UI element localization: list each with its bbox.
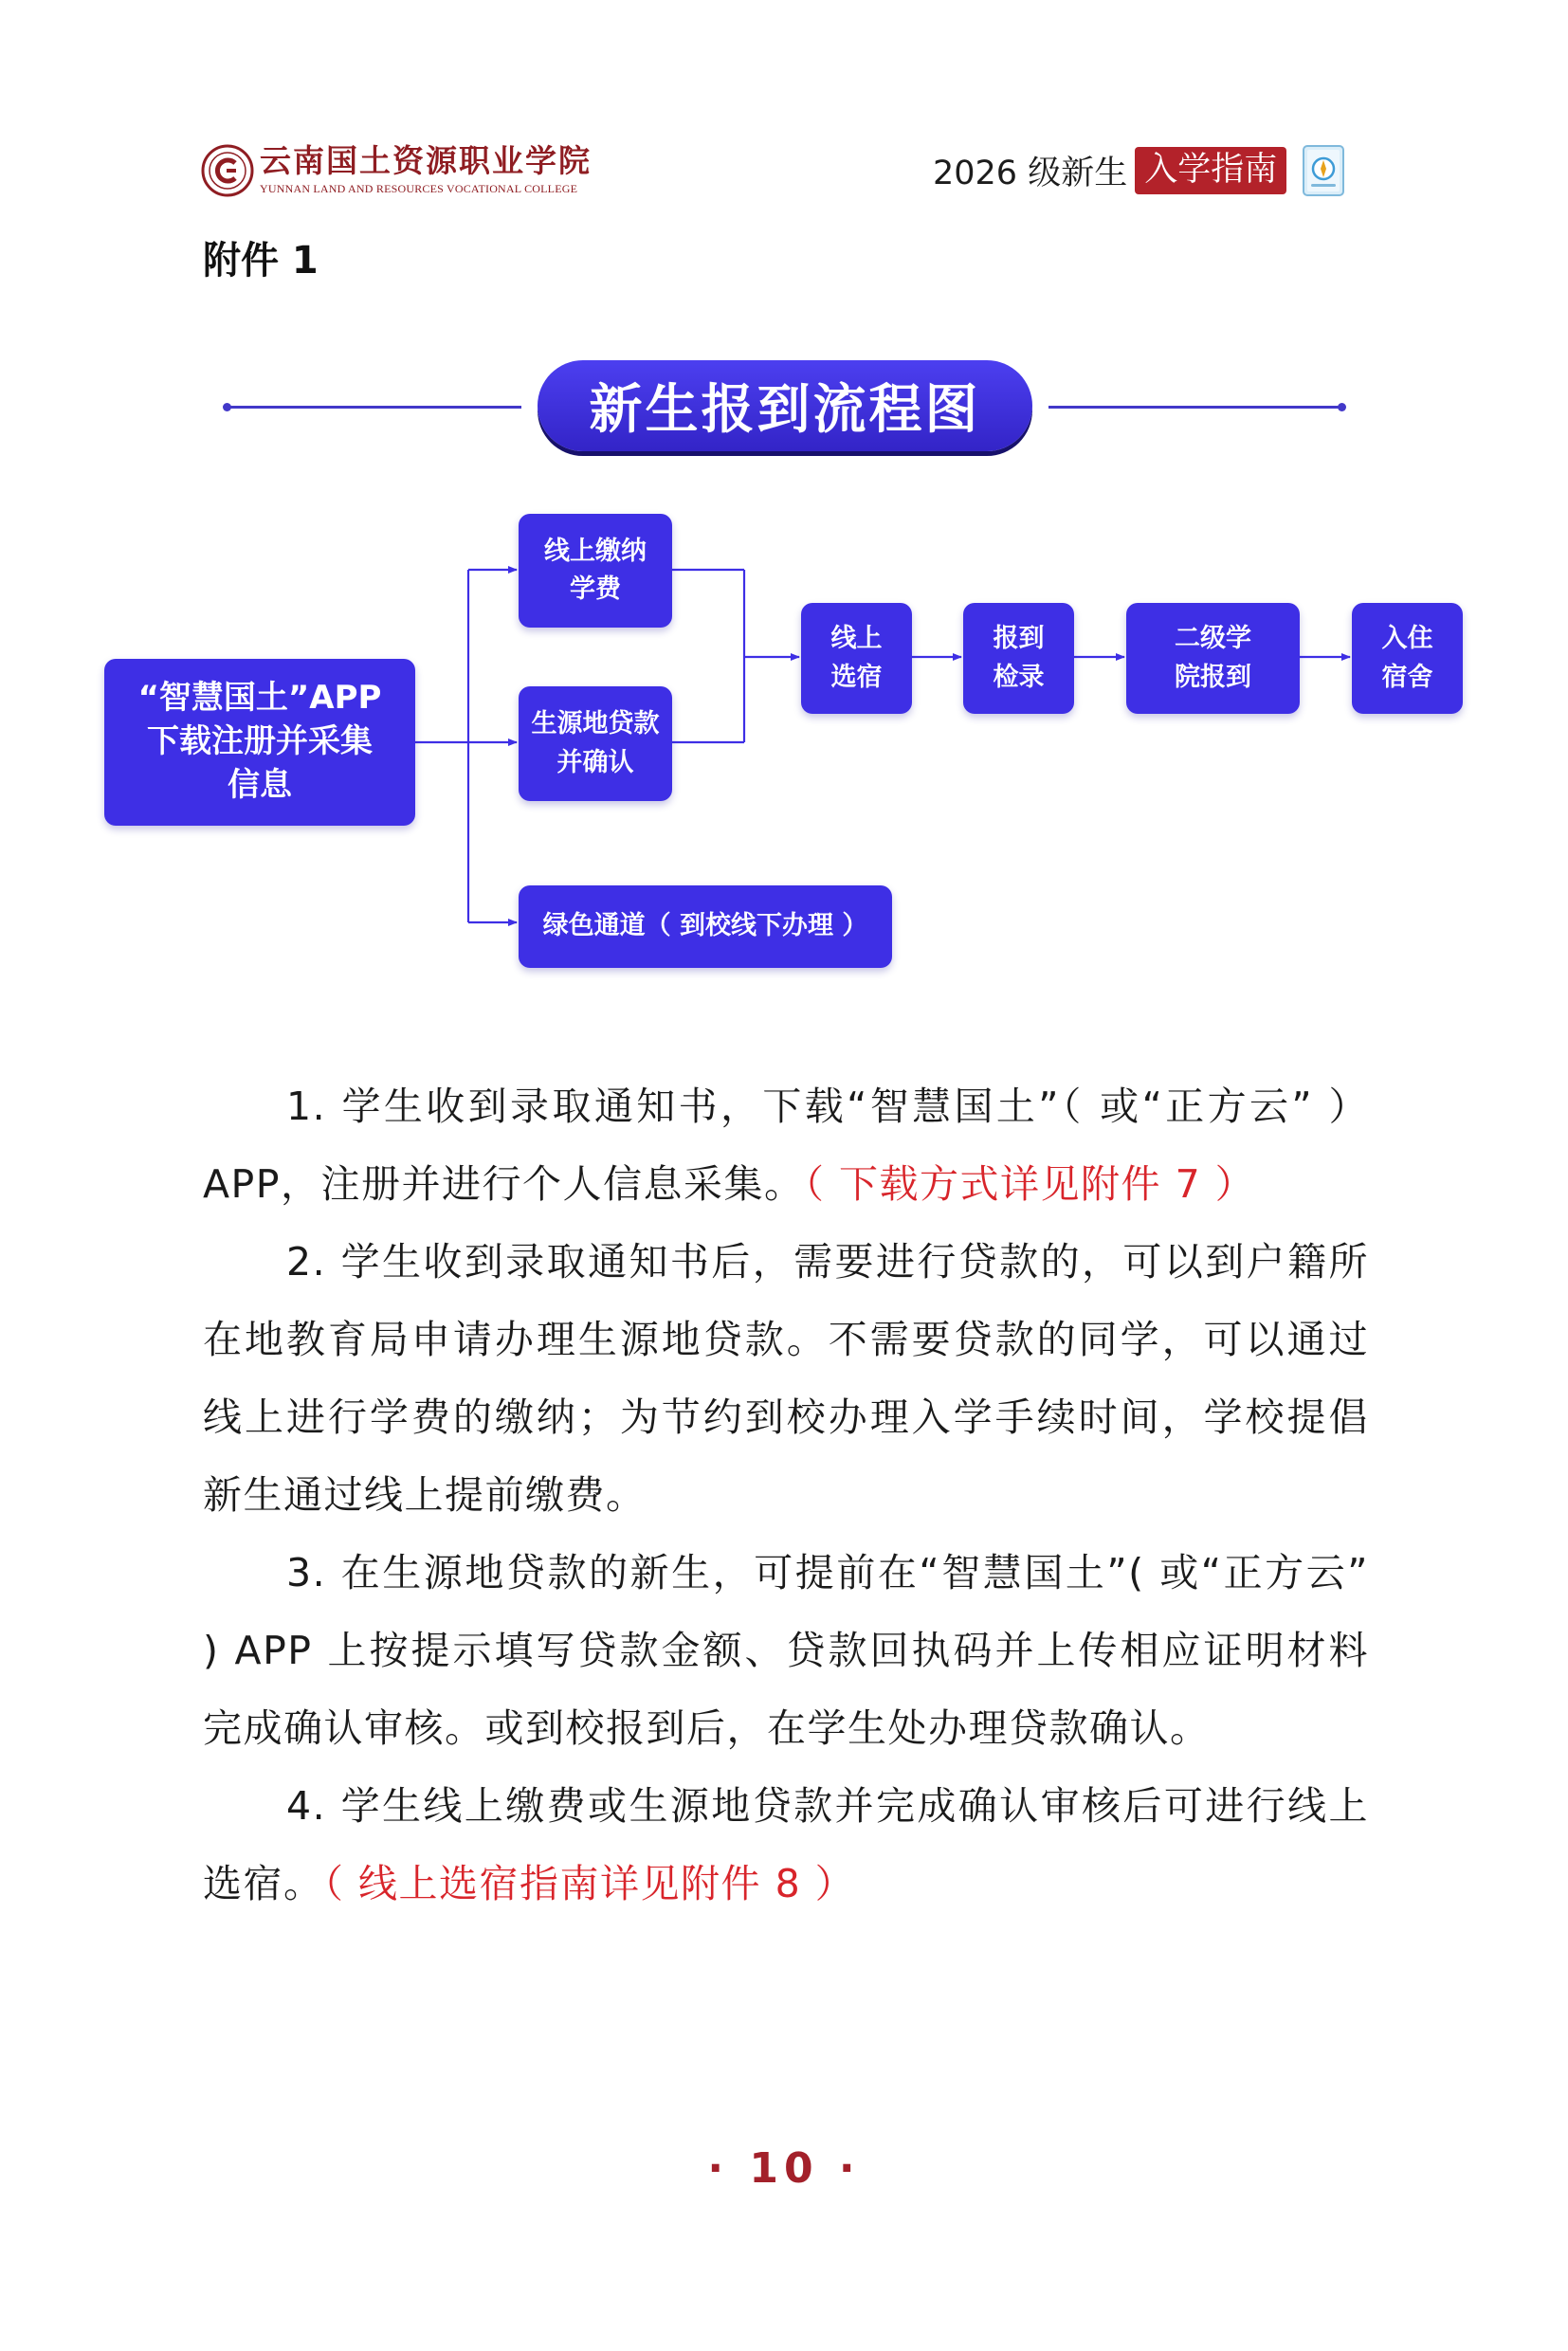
flow-step-check-in	[963, 603, 1074, 714]
guide-year: 2026 级新生	[933, 155, 1128, 192]
appendix-label: 附件 1	[203, 239, 319, 282]
flow-step-student-loan	[519, 686, 672, 801]
flowchart-title: 新生报到流程图	[538, 360, 1032, 451]
flow-step-online-payment	[519, 514, 672, 628]
school-name-en: YUNNAN LAND AND RESOURCES VOCATIONAL COLLEGE	[260, 182, 578, 195]
flow-step-green-channel-label: 绿色通道（ 到校线下办理 ）	[542, 911, 868, 941]
paragraph-4	[203, 1767, 1369, 1923]
page-number: · 10 ·	[707, 2144, 861, 2193]
flow-step-college-report-label: 二级学 院报到	[1175, 624, 1251, 692]
paragraph-2-text: 2. 学生收到录取通知书后，需要进行贷款的，可以到户籍所在地教育局申请办理生源地贷款。不需要贷款的同学，可以通过线上进行学费的缴纳；为节约到校办理入学手续时间，学校提倡新生通过线上提前缴费。	[203, 1239, 1369, 1518]
flow-step-move-in	[1352, 603, 1463, 714]
school-name-cn: 云南国土资源职业学院	[260, 142, 592, 179]
guide-badge: 入学指南	[1135, 147, 1286, 194]
flow-step-app-register	[104, 659, 415, 826]
paragraph-3-text: 3. 在生源地贷款的新生，可提前在“智慧国土”( 或“正方云” ) APP 上按提示填写贷款金额、贷款回执码并上传相应证明材料完成确认审核。或到校报到后，在学生处办理贷款确认。	[203, 1550, 1369, 1751]
flow-step-green-channel	[519, 885, 892, 968]
paragraph-2	[203, 1223, 1369, 1534]
flow-step-move-in-label: 入住 宿舍	[1381, 624, 1433, 692]
paragraph-4-text: 4. 学生线上缴费或生源地贷款并完成确认审核后可进行线上选宿。	[203, 1783, 1369, 1906]
flow-step-online-payment-label: 线上缴纳 学费	[544, 536, 647, 604]
paragraph-1-note: （ 下载方式详见附件 7 ）	[804, 1161, 1256, 1207]
flow-step-dorm-selection-label: 线上 选宿	[830, 624, 883, 692]
flow-step-dorm-selection	[801, 603, 912, 714]
flow-step-college-report	[1126, 603, 1300, 714]
flow-step-student-loan-label: 生源地贷款 并确认	[531, 709, 660, 777]
flow-step-app-register-label: “智慧国土”APP 下载注册并采集 信息	[137, 679, 382, 804]
paragraph-1	[203, 1067, 1369, 1223]
paragraph-3	[203, 1534, 1369, 1767]
flowchart-connectors	[0, 0, 1568, 995]
paragraph-4-note: （ 线上选宿指南详见附件 8 ）	[323, 1861, 856, 1906]
paragraph-1-text: 1. 学生收到录取通知书，下载“智慧国土”（ 或“正方云” ）APP，注册并进行个人信息采集。	[203, 1084, 1369, 1207]
flow-step-check-in-label: 报到 检录	[993, 624, 1045, 692]
